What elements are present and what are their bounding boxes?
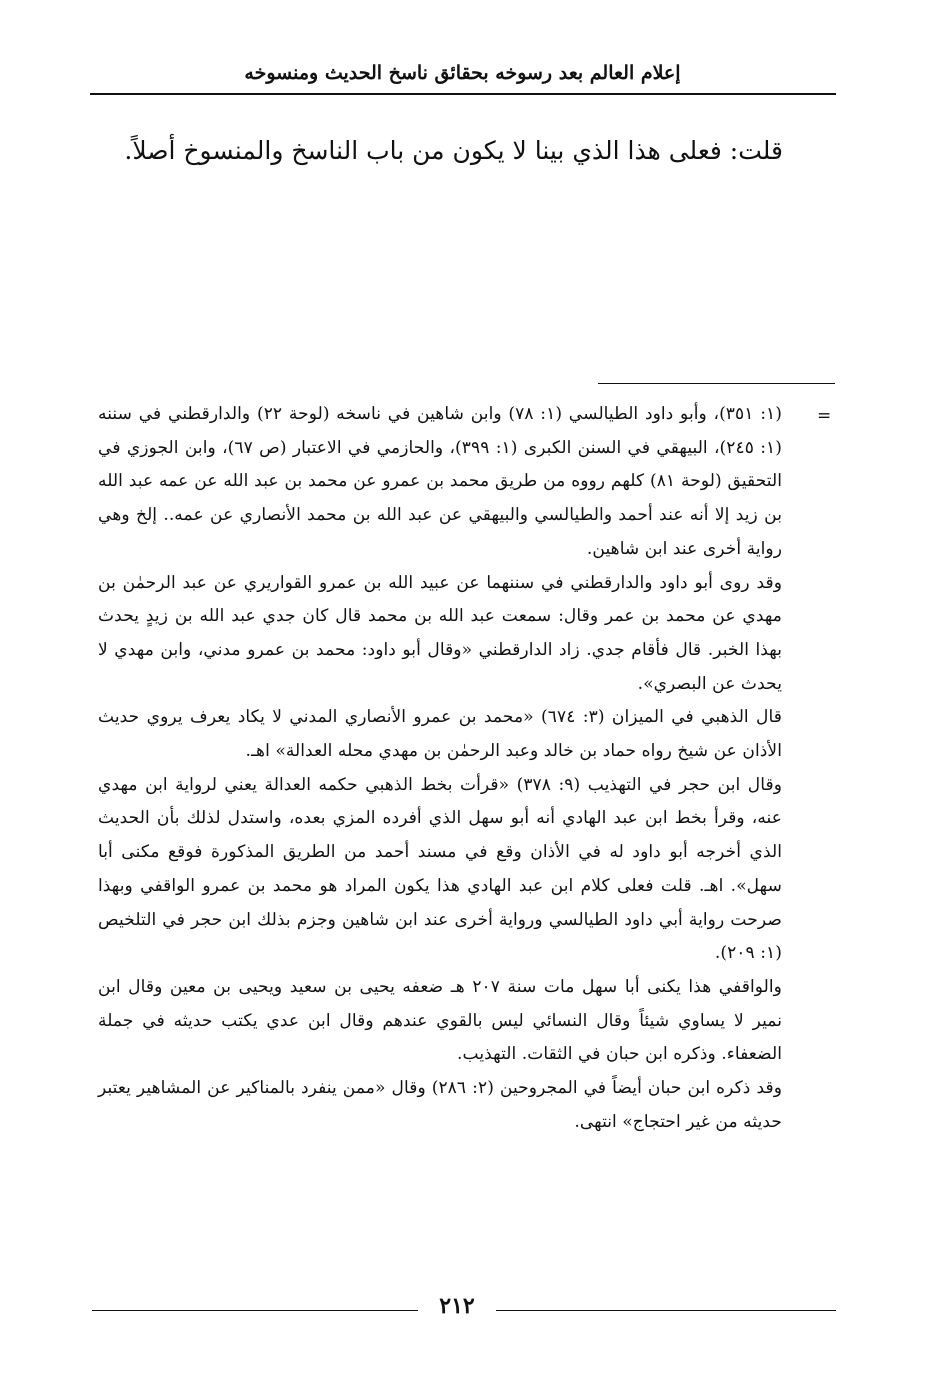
footnote-paragraph: وقال ابن حجر في التهذيب (٩: ٣٧٨) «قرأت بخط الذهبي حكمه العدالة يعني لرواية ابن مهدي عنه، وقرأ بخط ابن عبد الهادي أنه أبو سهل الذي أفرده المزي بعده، واستدل لذلك بأن الحديث الذي أخرجه أبو داود له في الأذان وقع في مسند أحمد من الطريق المذكورة فوقع مكنى أبا سهل». اهـ. قلت فعلى كلام ابن عبد الهادي هذا يكون المراد هو محمد بن عمرو الواقفي وبهذا صرحت رواية أبي داود الطيالسي ورواية أخرى عند ابن شاهين وجزم بذلك ابن حجر في التلخيص (١: ٢٠٩). bbox=[98, 774, 782, 964]
footnote-continuation-mark: = bbox=[817, 406, 832, 426]
main-text: قلت: فعلى هذا الذي بينا لا يكون من باب الناسخ والمنسوخ أصلاً. bbox=[124, 136, 783, 165]
page-number: ٢١٢ bbox=[439, 1293, 475, 1319]
footnote-paragraph: وقد روى أبو داود والدارقطني في سننهما عن عبيد الله بن عمرو القواريري عن عبد الرحمٰن بن مهدي عن محمد بن عمر وقال: سمعت عبد الله بن محمد قال كان جدي عبد الله بن زيدٍ يحدث بهذا الخبر. قال فأقام جدي. زاد الدارقطني «وقال أبو داود: محمد بن عمرو مدني، وابن مهدي لا يحدث عن البصري». bbox=[98, 572, 782, 694]
footnote-paragraph: وقد ذكره ابن حبان أيضاً في المجروحين (٢: ٢٨٦) وقال «ممن ينفرد بالمناكير عن المشاهير يعتبر حديثه من غير احتجاج» انتهى. bbox=[98, 1078, 782, 1132]
footnotes-block bbox=[98, 398, 782, 1139]
running-header-title: إعلام العالم بعد رسوخه بحقائق ناسخ الحديث ومنسوخه bbox=[244, 62, 681, 84]
footer-rule-right bbox=[496, 1310, 836, 1311]
footnote-paragraph: قال الذهبي في الميزان (٣: ٦٧٤) «محمد بن عمرو الأنصاري المدني لا يكاد يعرف يروي حديث الأذان عن شيخ رواه حماد بن خالد وعبد الرحمٰن بن مهدي محله العدالة» اهـ. bbox=[98, 707, 782, 762]
header-rule bbox=[90, 93, 836, 95]
footnote-paragraph: (١: ٣٥١)، وأبو داود الطيالسي (١: ٧٨) وابن شاهين في ناسخه (لوحة ٢٢) والدارقطني في سننه (١: ٢٤٥)، البيهقي في السنن الكبرى (١: ٣٩٩)، والحازمي في الاعتبار (ص ٦٧)، وابن الجوزي في التحقيق (لوحة ٨١) كلهم رووه من طريق محمد بن عمرو عن محمد بن عبد الله عن عمه عبد الله بن زيد إلا أنه عند أحمد والطيالسي والبيهقي عن عبد الله بن محمد الأنصاري عن عمه.. إلخ وهي رواية أخرى عند ابن شاهين. bbox=[98, 404, 782, 559]
footnote-separator bbox=[598, 383, 835, 384]
footnote-paragraph: والواقفي هذا يكنى أبا سهل مات سنة ٢٠٧ هـ ضعفه يحيى بن سعيد ويحيى بن معين وقال ابن نمير لا يساوي شيئاً وقال النسائي ليس بالقوي عندهم وقال ابن عدي يكتب حديثه في جملة الضعفاء. وذكره ابن حبان في الثقات. التهذيب. bbox=[98, 976, 782, 1065]
footer-rule-left bbox=[92, 1310, 418, 1311]
